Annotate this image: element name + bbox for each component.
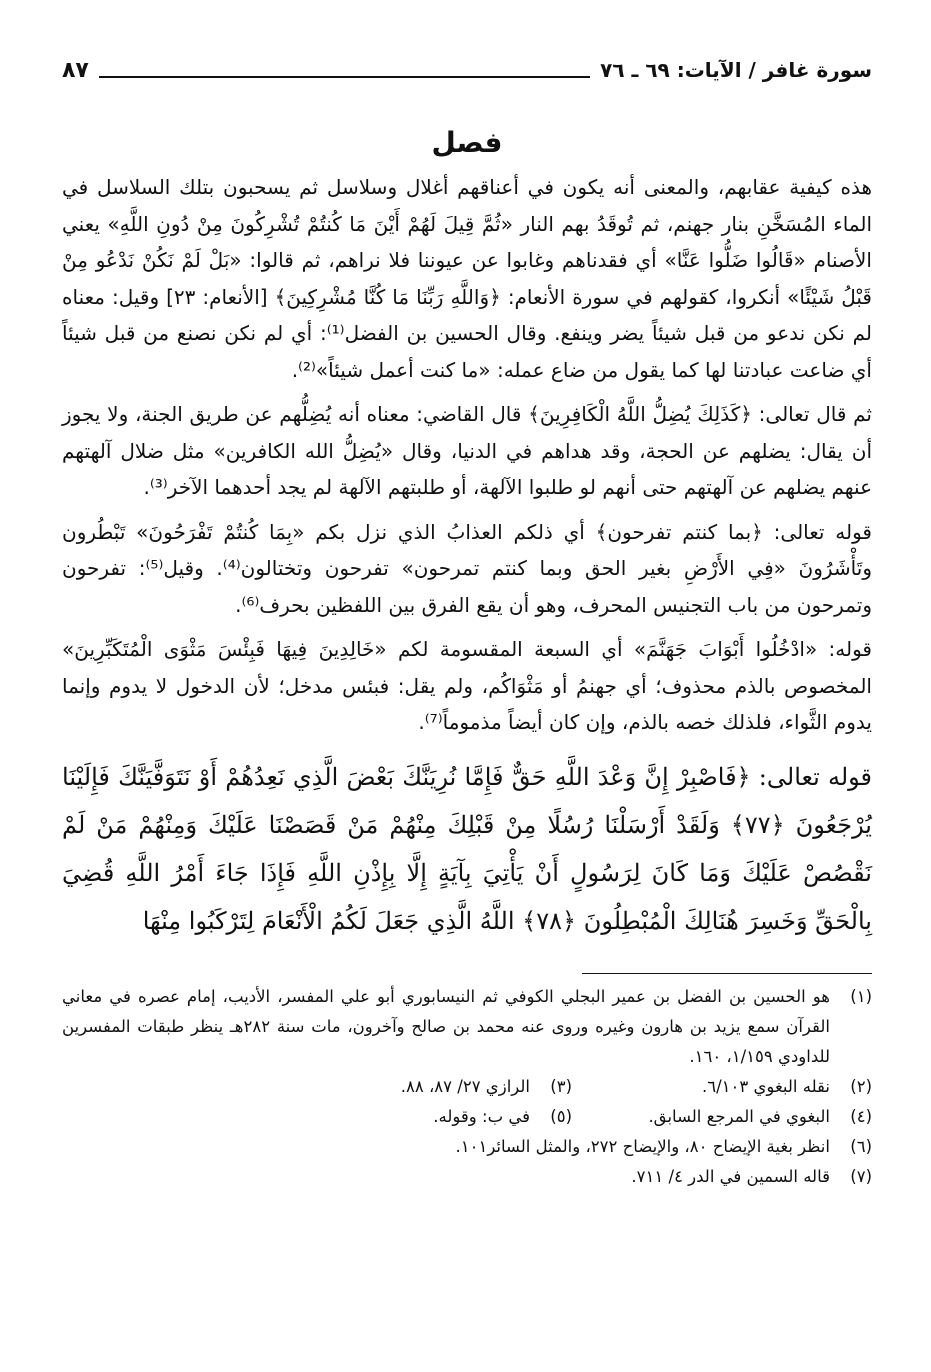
quran-verses: قوله تعالى: ﴿فَاصْبِرْ إِنَّ وَعْدَ اللَّهِ حَقٌّ فَإِمَّا نُرِيَنَّكَ بَعْضَ الَّذِي نَعِدُهُمْ أَوْ نَتَوَفَّيَنَّكَ فَإِلَيْنَا يُرْجَعُونَ ﴿٧٧﴾ وَلَقَدْ أَرْسَلْنَا رُسُلًا مِنْ قَبْلِكَ مِنْهُمْ مَنْ قَصَصْنَا عَلَيْكَ وَمِنْهُمْ مَنْ لَمْ نَقْصُصْ عَلَيْكَ وَمَا كَانَ لِرَسُولٍ أَنْ يَأْتِيَ بِآيَةٍ إِلَّا بِإِذْنِ اللَّهِ فَإِذَا جَاءَ أَمْرُ اللَّهِ قُضِيَ بِالْحَقِّ وَخَسِرَ هُنَالِكَ الْمُبْطِلُونَ ﴿٧٨﴾ اللَّهُ الَّذِي جَعَلَ لَكُمُ الْأَنْعَامَ لِتَرْكَبُوا مِنْهَا [62, 762, 872, 935]
footnote-5 [272, 1102, 572, 1132]
footnote-text: قاله السمين في الدر ٤/ ٧١١. [631, 1166, 830, 1186]
paragraph-4: قوله: «ادْخُلُوا أَبْوَابَ جَهَنَّمَ» أي السبعة المقسومة لكم «خَالِدِينَ فِيهَا فَبِئْسَ مَثْوَى الْمُتَكَبِّرِينَ» المخصوص بالذم محذوف؛ أي جهنمُ أو مَثْوَاكُم، ولم يقل: فبئس مدخل؛ لأن الدخول لا يدوم وإنما يدوم الثَّواء، فلذلك خصه بالذم، وإن كان أيضاً مذموماً⁽⁷⁾. [62, 637, 872, 734]
section-title: فصل [431, 126, 503, 159]
page-number: ٨٧ [62, 57, 89, 83]
footnote-3 [272, 1072, 572, 1102]
footnote-text: هو الحسين بن الفضل بن عمير البجلي الكوفي ثم النيسابوري أبو علي المفسر، الأديب، إمام عصره في معاني القرآن سمع يزيد بن هارون وغيره وروى عنه محمد بن صالح وآخرون، مات سنة ٢٨٢هـ ينظر طبقات المفسرين للداودي ١/١٥٩، ١٦٠. [62, 986, 830, 1066]
footnote-text: انظر بغية الإيضاح ٨٠، والإيضاح ٢٧٢، والمثل السائر١٠١. [455, 1136, 830, 1156]
footnote-row-2-3 [62, 1072, 872, 1102]
footnote-4 [572, 1102, 872, 1132]
footnote-text: الرازي ٢٧/ ٨٧، ٨٨. [400, 1076, 530, 1096]
book-page [62, 50, 872, 1192]
paragraph-3: قوله تعالى: ﴿بما كنتم تفرحون﴾ أي ذلكم العذابُ الذي نزل بكم «بِمَا كُنتُمْ تَفْرَحُونَ» تَبْطُرون وتَأْشَرُونَ «فِي الأَرْضِ بغير الحق وبما كنتم تمرحون» تفرحون وتختالون⁽⁴⁾. وقيل⁽⁵⁾: تفرحون وتمرحون من باب التجنيس المحرف، وهو أن يقع الفرق بين اللفظين بحرف⁽⁶⁾. [62, 519, 872, 617]
footnote-number: (١) [850, 986, 872, 1006]
header-rule [99, 76, 590, 78]
footnote-text: في ب: وقوله. [433, 1106, 530, 1126]
footnote-number: (٥) [550, 1106, 572, 1126]
footnotes [62, 982, 872, 1192]
footnote-row-4-5 [62, 1102, 872, 1132]
paragraph-2: ثم قال تعالى: ﴿كَذَلِكَ يُضِلُّ اللَّهُ الْكَافِرِينَ﴾ قال القاضي: معناه أنه يُضِلُّهم عن طريق الجنة، ولا يجوز أن يقال: يضلهم عن الحجة، وقد هداهم في الدنيا، وقال «يُضِلُّ الله الكافرين» مثل ضلال آلهتهم عنهم يضلهم عن آلهتهم حتى أنهم لو طلبوا الآلهة، أو طلبتهم الآلهة لم يجد أحدهما الآخر⁽³⁾. [62, 402, 872, 499]
running-header [62, 50, 872, 90]
footnote-number: (٦) [850, 1136, 872, 1156]
header-title: سورة غافر / الآيات: ٦٩ ـ ٧٦ [600, 58, 872, 82]
footnote-number: (٣) [550, 1076, 572, 1096]
footnote-7 [62, 1162, 872, 1192]
footnote-6 [62, 1132, 872, 1162]
footnote-number: (٧) [850, 1166, 872, 1186]
footnote-number: (٢) [850, 1076, 872, 1096]
footnote-text: البغوي في المرجع السابق. [648, 1106, 830, 1126]
footnote-2 [572, 1072, 872, 1102]
footnote-text: نقله البغوي ٦/١٠٣. [702, 1076, 830, 1096]
footnote-separator [582, 973, 872, 974]
footnote-1 [62, 982, 872, 1072]
paragraph-1: هذه كيفية عقابهم، والمعنى أنه يكون في أعناقهم أغلال وسلاسل ثم يسحبون بتلك السلاسل في الماء المُسَخَّنِ بنار جهنم، ثم تُوقَدُ بهم النار «ثُمَّ قِيلَ لَهُمْ أَيْنَ مَا كُنتُمْ تُشْرِكُونَ مِنْ دُونِ اللَّهِ» يعني الأصنام «قَالُوا ضَلُّوا عَنَّا» أي فقدناهم وغابوا عن عيوننا فلا نراهم، ثم قالوا: «بَلْ لَمْ نَكُنْ نَدْعُو مِنْ قَبْلُ شَيْئًا» أنكروا، كقولهم في سورة الأنعام: ﴿وَاللَّهِ رَبِّنَا مَا كُنَّا مُشْرِكِينَ﴾ [الأنعام: ٢٣] وقيل: معناه لم نكن ندعو من قبل شيئاً يضر وينفع. وقال الحسين بن الفضل⁽¹⁾: أي لم نكن نصنع من قبل شيئاً أي ضاعت عبادتنا لها كما يقول من ضاع عمله: «ما كنت أعمل شيئاً»⁽²⁾. [62, 175, 872, 382]
footnote-number: (٤) [850, 1106, 872, 1126]
